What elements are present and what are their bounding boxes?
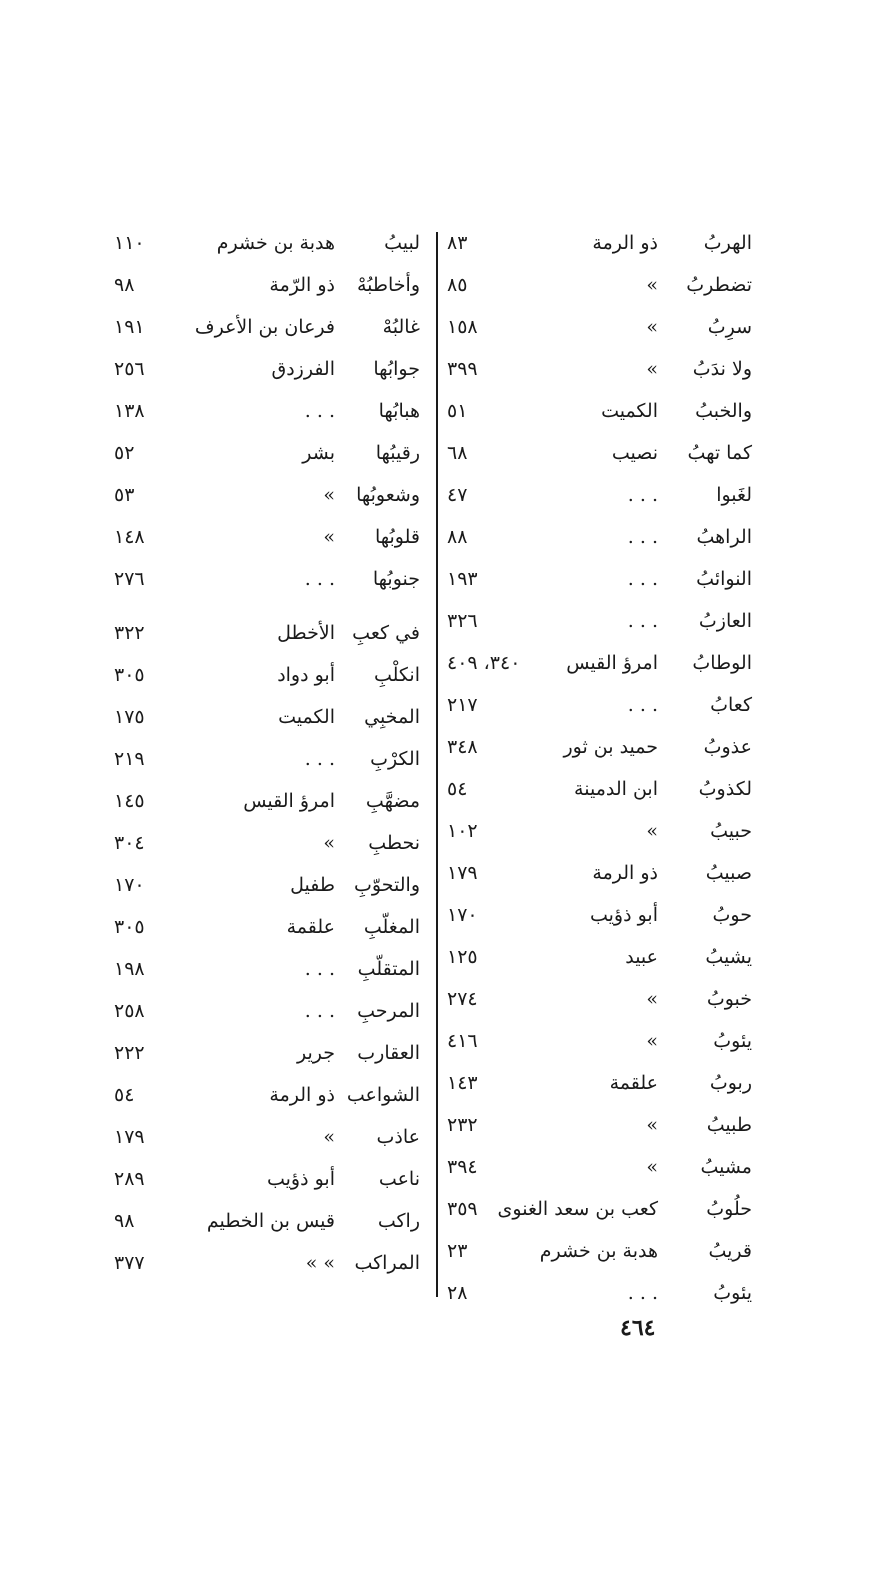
index-entry	[112, 264, 430, 306]
rhyme-word: لغَبوا	[716, 484, 752, 506]
page-reference: ٣٩٩	[447, 358, 478, 380]
rhyme-word: ناعب	[378, 1168, 420, 1190]
poet-name: »	[646, 316, 658, 338]
index-entry	[445, 810, 770, 852]
page-reference: ٥٣	[114, 484, 135, 506]
rhyme-word: ولا ندَبُ	[692, 358, 752, 380]
page-reference: ١٤٥	[114, 790, 145, 812]
rhyme-word: كعابُ	[710, 694, 752, 716]
poet-name: »	[646, 274, 658, 296]
index-entry	[445, 978, 770, 1020]
index-entry	[445, 474, 770, 516]
page-reference: ٣٤٠، ٤٠٩	[447, 652, 521, 674]
poet-name: عبيد	[625, 946, 658, 968]
poet-name: »	[646, 1030, 658, 1052]
poet-name: الأخطل	[277, 622, 335, 644]
rhyme-word: العازبُ	[698, 610, 752, 632]
index-entry	[112, 1074, 430, 1116]
rhyme-word: حبيبُ	[710, 820, 752, 842]
index-entry	[112, 780, 430, 822]
poet-name: بشر	[302, 442, 335, 464]
index-entry	[445, 1272, 770, 1314]
page-reference: ٢٥٨	[114, 1000, 145, 1022]
index-entry	[112, 654, 430, 696]
page-reference: ٨٥	[447, 274, 468, 296]
poet-name: . . .	[627, 526, 658, 548]
rhyme-word: المتقلّبِ	[357, 958, 420, 980]
index-entry	[112, 1116, 430, 1158]
index-entry	[445, 1188, 770, 1230]
poet-name: هدبة بن خشرم	[216, 232, 335, 254]
index-entry	[445, 516, 770, 558]
poet-name: . . .	[627, 484, 658, 506]
poet-name: فرعان بن الأعرف	[194, 316, 335, 338]
index-entry	[445, 1104, 770, 1146]
poet-name: »	[646, 1114, 658, 1136]
rhyme-word: مضهَّبِ	[365, 790, 420, 812]
index-entry	[112, 1158, 430, 1200]
page-reference: ٥٤	[114, 1084, 135, 1106]
rhyme-word: جوابُها	[373, 358, 420, 380]
poet-name: هدبة بن خشرم	[539, 1240, 658, 1262]
page-reference: ٩٨	[114, 274, 135, 296]
index-entry	[445, 306, 770, 348]
rhyme-word: المراكب	[354, 1252, 420, 1274]
rhyme-word: لبيبُ	[384, 232, 420, 254]
poet-name: . . .	[627, 568, 658, 590]
page-reference: ١٢٥	[447, 946, 478, 968]
index-entry	[445, 894, 770, 936]
page-reference: ٣٠٤	[114, 832, 145, 854]
rhyme-word: في كعبِ	[352, 622, 420, 644]
poet-name: كعب بن سعد الغنوى	[497, 1198, 658, 1220]
index-entry	[445, 264, 770, 306]
rhyme-word: والخببُ	[695, 400, 752, 422]
poet-name: »	[646, 1156, 658, 1178]
poet-name: حميد بن ثور	[563, 736, 658, 758]
poet-name: . . .	[627, 694, 658, 716]
page-reference: ١٤٣	[447, 1072, 478, 1094]
poet-name: امرؤ القيس	[566, 652, 658, 674]
poet-name: ذو الرمة	[592, 232, 658, 254]
page-reference: ٥٤	[447, 778, 468, 800]
index-column-left	[112, 222, 430, 1284]
page-number: ٤٦٤	[620, 1315, 656, 1341]
page-reference: ٢١٩	[114, 748, 145, 770]
index-entry	[112, 1242, 430, 1284]
index-entry	[112, 822, 430, 864]
poet-name: ابن الدمينة	[574, 778, 658, 800]
rhyme-word: يئوبُ	[713, 1282, 752, 1304]
poet-name: طفيل	[290, 874, 335, 896]
rhyme-word: نحطبِ	[368, 832, 420, 854]
index-entry	[445, 390, 770, 432]
page-reference: ٣٠٥	[114, 664, 145, 686]
rhyme-word: حوبُ	[712, 904, 752, 926]
index-entry	[445, 642, 770, 684]
poet-name: »	[323, 1126, 335, 1148]
poet-name: . . .	[304, 400, 335, 422]
page-reference: ٣٢٦	[447, 610, 478, 632]
index-entry	[112, 948, 430, 990]
rhyme-word: سرِبُ	[707, 316, 752, 338]
poet-name: علقمة	[286, 916, 335, 938]
index-entry	[112, 990, 430, 1032]
index-entry	[445, 600, 770, 642]
page-reference: ١٩٨	[114, 958, 145, 980]
poet-name: الكميت	[601, 400, 658, 422]
index-entry	[445, 1020, 770, 1062]
page-reference: ٢٧٤	[447, 988, 478, 1010]
page-reference: ٢١٧	[447, 694, 478, 716]
rhyme-word: قريبُ	[708, 1240, 752, 1262]
page-reference: ١٧٠	[447, 904, 478, 926]
page-reference: ٥١	[447, 400, 468, 422]
page-reference: ٨٨	[447, 526, 468, 548]
poet-name: . . .	[304, 958, 335, 980]
index-entry	[445, 348, 770, 390]
poet-name: نصيب	[611, 442, 658, 464]
rhyme-word: غالبُهْ	[382, 316, 420, 338]
page-reference: ٢٨	[447, 1282, 468, 1304]
rhyme-word: المخبِي	[364, 706, 420, 728]
page-reference: ٣٥٩	[447, 1198, 478, 1220]
index-entry	[445, 1230, 770, 1272]
index-entry	[112, 222, 430, 264]
page-reference: ١٧٠	[114, 874, 145, 896]
page-reference: ٢٢٢	[114, 1042, 145, 1064]
index-entry	[112, 864, 430, 906]
page-reference: ٣٩٤	[447, 1156, 478, 1178]
poet-name: »	[646, 988, 658, 1010]
index-entry	[445, 768, 770, 810]
rhyme-word: تضطربُ	[686, 274, 752, 296]
index-entry	[445, 936, 770, 978]
index-entry	[445, 432, 770, 474]
rhyme-word: والتحوّبِ	[354, 874, 420, 896]
rhyme-word: راكب	[377, 1210, 420, 1232]
poet-name: . . .	[627, 610, 658, 632]
page-reference: ٣٤٨	[447, 736, 478, 758]
rhyme-word: طبيبُ	[706, 1114, 752, 1136]
index-entry	[112, 738, 430, 780]
rhyme-word: عذوبُ	[703, 736, 752, 758]
poet-name: » »	[305, 1252, 335, 1274]
index-entry	[112, 906, 430, 948]
rhyme-word: وأخاطبُهْ	[356, 274, 420, 296]
index-entry	[112, 612, 430, 654]
index-entry	[445, 1062, 770, 1104]
rhyme-word: المغلّبِ	[363, 916, 420, 938]
poet-name: الفرزدق	[271, 358, 335, 380]
page-reference: ١١٠	[114, 232, 145, 254]
poet-name: ذو الرمة	[269, 1084, 335, 1106]
page-reference: ١٠٢	[447, 820, 478, 842]
page-reference: ٣٢٢	[114, 622, 145, 644]
rhyme-word: النوائبُ	[696, 568, 752, 590]
index-entry	[112, 390, 430, 432]
poet-name: أبو دواد	[277, 664, 335, 686]
poet-name: أبو ذؤيب	[266, 1168, 335, 1190]
page-reference: ٢٨٩	[114, 1168, 145, 1190]
poet-name: . . .	[304, 1000, 335, 1022]
poet-name: الكميت	[278, 706, 335, 728]
rhyme-word: هبابُها	[378, 400, 420, 422]
index-entry	[112, 474, 430, 516]
poet-name: أبو ذؤيب	[589, 904, 658, 926]
page-reference: ١٩٣	[447, 568, 478, 590]
poet-name: . . .	[304, 748, 335, 770]
rhyme-word: صبيبُ	[705, 862, 752, 884]
poet-name: علقمة	[609, 1072, 658, 1094]
poet-name: . . .	[304, 568, 335, 590]
page-reference: ٣٧٧	[114, 1252, 145, 1274]
page-reference: ١٥٨	[447, 316, 478, 338]
page-reference: ١٧٥	[114, 706, 145, 728]
rhyme-word: الراهبُ	[696, 526, 752, 548]
page-reference: ٥٢	[114, 442, 135, 464]
poet-name: جرير	[297, 1042, 335, 1064]
poet-name: ذو الرّمة	[269, 274, 335, 296]
index-entry	[112, 1200, 430, 1242]
page-reference: ٢٥٦	[114, 358, 145, 380]
poet-name: »	[646, 820, 658, 842]
rhyme-word: انكلْبِ	[373, 664, 420, 686]
page-reference: ٦٨	[447, 442, 468, 464]
poet-name: . . .	[627, 1282, 658, 1304]
index-entry	[445, 852, 770, 894]
page-reference: ١٩١	[114, 316, 145, 338]
page-reference: ٣٠٥	[114, 916, 145, 938]
rhyme-word: المرحبِ	[357, 1000, 420, 1022]
poet-name: »	[323, 484, 335, 506]
index-entry	[112, 432, 430, 474]
page-reference: ١٧٩	[114, 1126, 145, 1148]
rhyme-word: خبوبُ	[706, 988, 752, 1010]
index-entry	[112, 348, 430, 390]
page-reference: ٩٨	[114, 1210, 135, 1232]
rhyme-word: رقيبُها	[375, 442, 420, 464]
poet-name: قيس بن الخطيم	[206, 1210, 335, 1232]
page-reference: ٢٣٢	[447, 1114, 478, 1136]
poet-name: »	[323, 526, 335, 548]
index-entry	[445, 222, 770, 264]
index-entry	[445, 558, 770, 600]
rhyme-word: عاذب	[376, 1126, 420, 1148]
poet-name: ذو الرمة	[592, 862, 658, 884]
rhyme-word: يشيبُ	[705, 946, 752, 968]
rhyme-word: كما تهبُ	[687, 442, 752, 464]
rhyme-word: ربوبُ	[709, 1072, 752, 1094]
index-entry	[445, 684, 770, 726]
rhyme-word: لكذوبُ	[698, 778, 752, 800]
rhyme-word: الكرْبِ	[370, 748, 420, 770]
page-reference: ٢٧٦	[114, 568, 145, 590]
index-entry	[445, 726, 770, 768]
rhyme-word: وشعوبُها	[356, 484, 420, 506]
poet-name: »	[323, 832, 335, 854]
rhyme-word: يئوبُ	[713, 1030, 752, 1052]
poet-name: امرؤ القيس	[243, 790, 335, 812]
page-reference: ٢٣	[447, 1240, 468, 1262]
page-reference: ١٤٨	[114, 526, 145, 548]
poet-name: »	[646, 358, 658, 380]
index-entry	[112, 558, 430, 600]
page-reference: ١٣٨	[114, 400, 145, 422]
page-reference: ٤٧	[447, 484, 468, 506]
index-entry	[445, 1146, 770, 1188]
page-reference: ٨٣	[447, 232, 468, 254]
page-reference: ٤١٦	[447, 1030, 478, 1052]
rhyme-word: قلوبُها	[374, 526, 420, 548]
index-entry	[112, 516, 430, 558]
rhyme-word: مشيبُ	[700, 1156, 752, 1178]
page-reference: ١٧٩	[447, 862, 478, 884]
index-entry	[112, 306, 430, 348]
rhyme-word: العقارب	[357, 1042, 420, 1064]
rhyme-word: جنوبُها	[372, 568, 420, 590]
rhyme-word: حلُوبُ	[706, 1198, 752, 1220]
index-column-right	[445, 222, 770, 1314]
column-divider	[436, 232, 438, 1297]
rhyme-word: الهربُ	[703, 232, 752, 254]
index-entry	[112, 1032, 430, 1074]
index-entry	[112, 696, 430, 738]
rhyme-word: الوطابُ	[692, 652, 752, 674]
rhyme-word: الشواعب	[346, 1084, 420, 1106]
